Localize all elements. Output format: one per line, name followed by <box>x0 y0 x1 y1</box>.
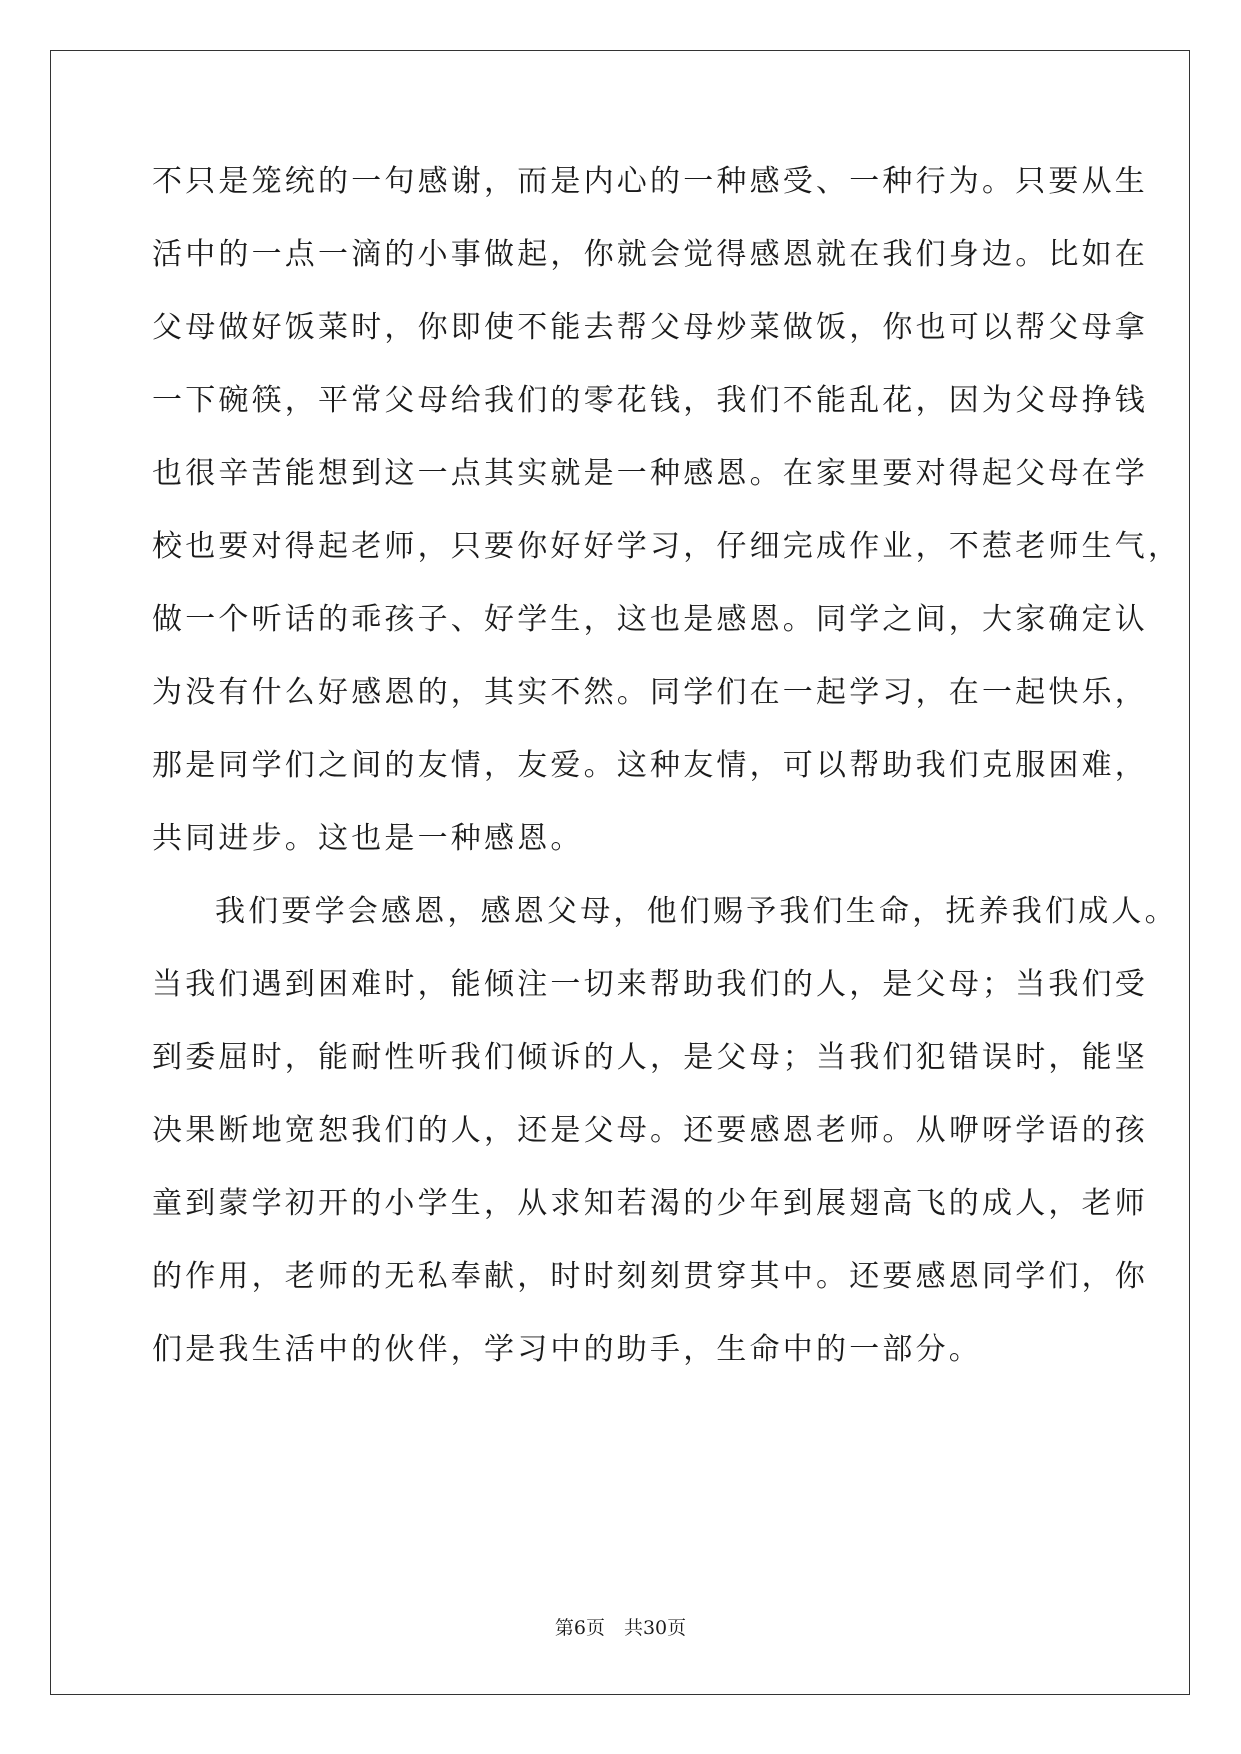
text-line: 当我们遇到困难时，能倾注一切来帮助我们的人，是父母；当我们受 <box>152 967 1148 1002</box>
text-line: 也很辛苦能想到这一点其实就是一种感恩。在家里要对得起父母在学 <box>152 456 1148 491</box>
page-number: 第6页 共30页 <box>554 1617 687 1639</box>
text-line: 活中的一点一滴的小事做起，你就会觉得感恩就在我们身边。比如在 <box>152 237 1148 272</box>
text-line: 校也要对得起老师，只要你好好学习，仔细完成作业，不惹老师生气， <box>152 529 1182 564</box>
text-line: 不只是笼统的一句感谢，而是内心的一种感受、一种行为。只要从生 <box>152 164 1148 199</box>
page-border <box>50 50 1190 1695</box>
text-line: 那是同学们之间的友情，友爱。这种友情，可以帮助我们克服困难， <box>152 748 1148 783</box>
text-line: 父母做好饭菜时，你即使不能去帮父母炒菜做饭，你也可以帮父母拿 <box>152 310 1148 345</box>
text-line: 为没有什么好感恩的，其实不然。同学们在一起学习，在一起快乐， <box>152 675 1148 710</box>
text-line: 共同进步。这也是一种感恩。 <box>152 821 584 856</box>
text-line: 到委屈时，能耐性听我们倾诉的人，是父母；当我们犯错误时，能坚 <box>152 1040 1148 1075</box>
paragraph-start-line: 我们要学会感恩，感恩父母，他们赐予我们生命，抚养我们成人。 <box>215 894 1178 929</box>
text-line: 童到蒙学初开的小学生，从求知若渴的少年到展翅高飞的成人，老师 <box>152 1186 1148 1221</box>
text-line: 决果断地宽恕我们的人，还是父母。还要感恩老师。从咿呀学语的孩 <box>152 1113 1148 1148</box>
text-line: 做一个听话的乖孩子、好学生，这也是感恩。同学之间，大家确定认 <box>152 602 1148 637</box>
text-line: 们是我生活中的伙伴，学习中的助手，生命中的一部分。 <box>152 1332 982 1367</box>
text-line: 一下碗筷，平常父母给我们的零花钱，我们不能乱花，因为父母挣钱 <box>152 383 1148 418</box>
text-line: 的作用，老师的无私奉献，时时刻刻贯穿其中。还要感恩同学们，你 <box>152 1259 1148 1294</box>
